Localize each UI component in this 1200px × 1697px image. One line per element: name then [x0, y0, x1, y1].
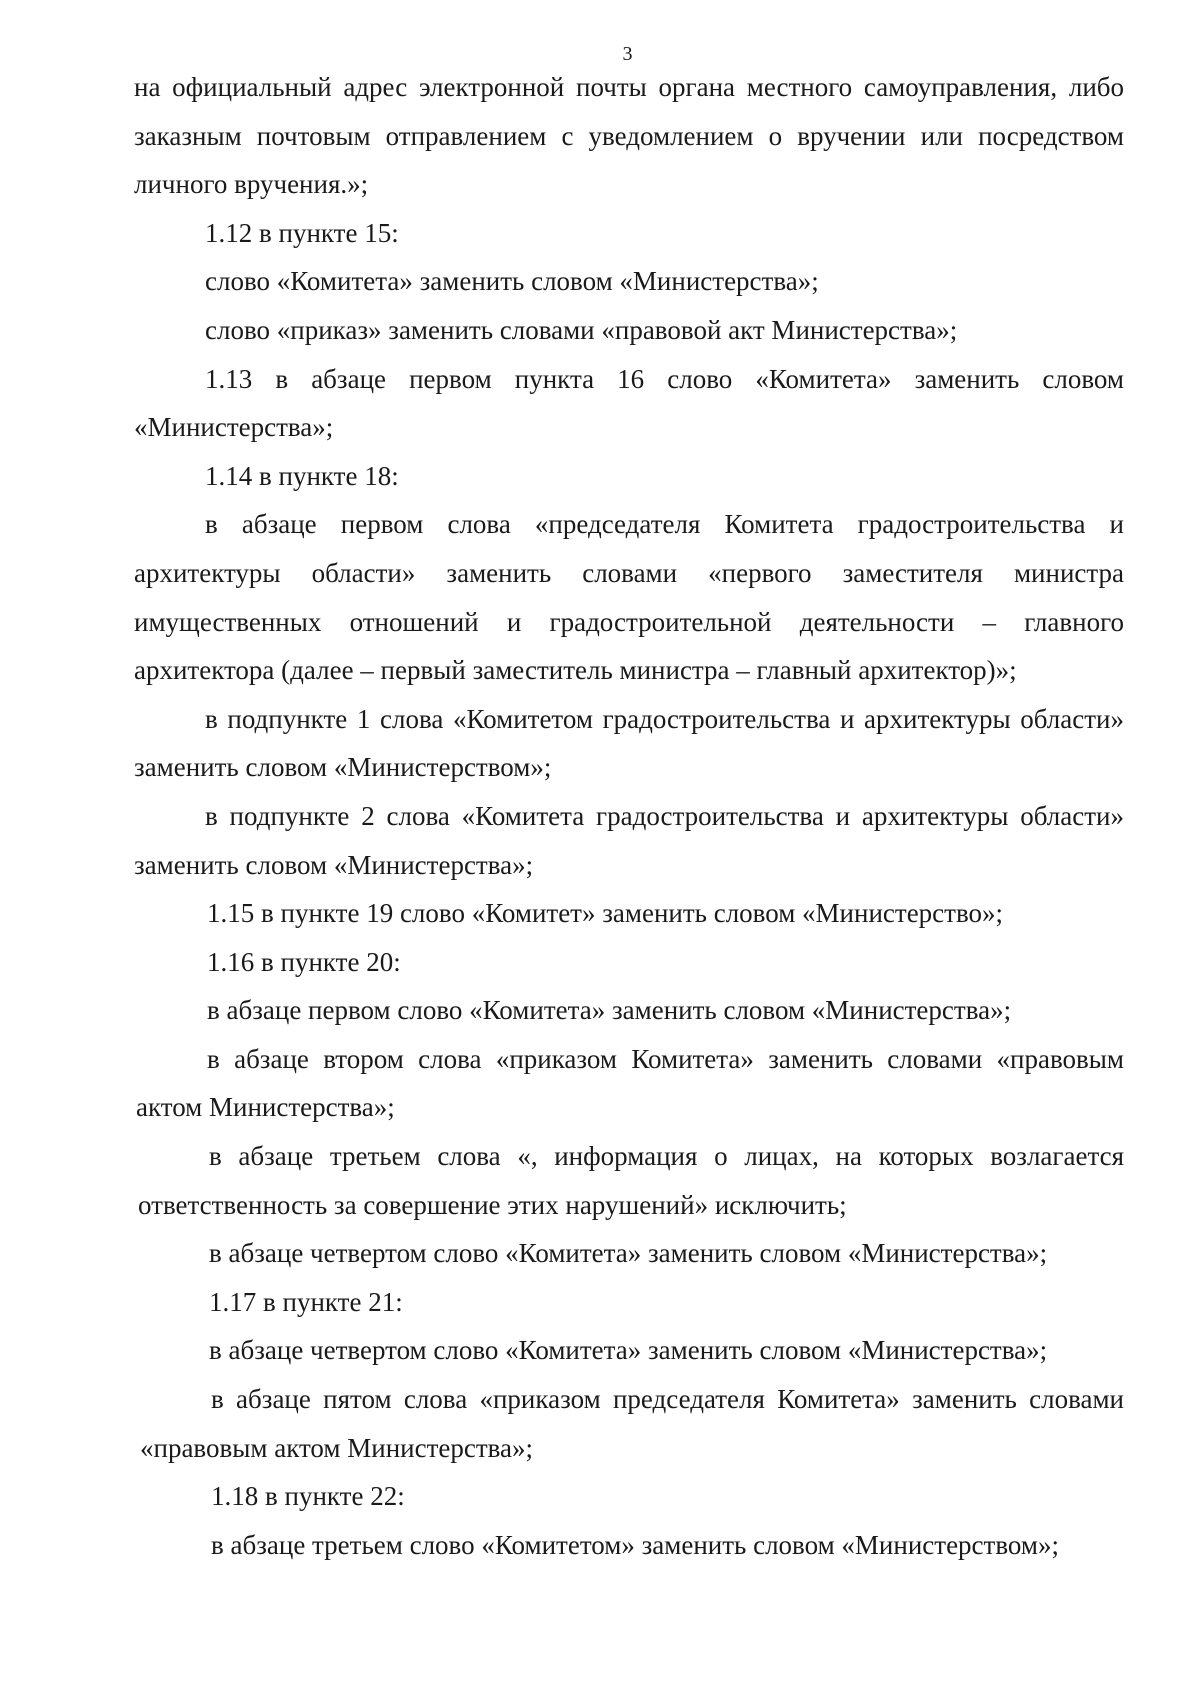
paragraph: в подпункте 1 слова «Комитетом градостроительства и архитектуры области» заменить словом «Министерством»;: [134, 703, 1124, 783]
paragraph: в абзаце четвертом слово «Комитета» заменить словом «Министерства»;: [209, 1238, 1048, 1269]
item-heading-1-17: 1.17 в пункте 21:: [209, 1286, 403, 1317]
item-heading-1-14: 1.14 в пункте 18:: [205, 460, 399, 491]
paragraph: в абзаце первом слова «председателя Комитета градостроительства и архитектуры области» заменить словами «первого заместителя министра имущественных отношений и градостроительной деятельности – главного архитектора (далее – первый заместитель министра – главный архитектор)»;: [134, 509, 1124, 686]
paragraph: в абзаце четвертом слово «Комитета» заменить словом «Министерства»;: [209, 1335, 1048, 1366]
paragraph: в абзаце третьем слова «, информация о лицах, на которых возлагается ответственность за совершение этих нарушений» исключить;: [138, 1141, 1124, 1220]
paragraph: в абзаце первом слово «Комитета» заменить словом «Министерства»;: [207, 995, 1012, 1026]
item-heading-1-16: 1.16 в пункте 20:: [207, 946, 401, 977]
paragraph: слово «приказ» заменить словами «правовой акт Министерства»;: [205, 314, 958, 345]
item-heading-1-12: 1.12 в пункте 15:: [205, 217, 399, 248]
paragraph: слово «Комитета» заменить словом «Министерства»;: [205, 266, 819, 297]
item-1-13: 1.13 в абзаце первом пункта 16 слово «Комитета» заменить словом «Министерства»;: [134, 363, 1124, 443]
paragraph: в абзаце втором слова «приказом Комитета» заменить словами «правовым актом Министерства»;: [136, 1043, 1124, 1123]
paragraph-continuation: на официальный адрес электронной почты органа местного самоуправления, либо заказным почтовым отправлением с уведомлением о вручении или посредством личного вручения.»;: [134, 72, 1124, 200]
item-1-15: 1.15 в пункте 19 слово «Комитет» заменить словом «Министерство»;: [207, 898, 1004, 929]
paragraph: в абзаце третьем слово «Комитетом» заменить словом «Министерством»;: [211, 1529, 1059, 1560]
page-number: 3: [622, 43, 633, 65]
paragraph: в абзаце пятом слова «приказом председателя Комитета» заменить словами «правовым актом Министерства»;: [140, 1384, 1124, 1463]
document-body: [134, 63, 1124, 1569]
item-heading-1-18: 1.18 в пункте 22:: [211, 1481, 405, 1512]
paragraph: в подпункте 2 слова «Комитета градостроительства и архитектуры области» заменить словом «Министерства»;: [134, 800, 1124, 880]
